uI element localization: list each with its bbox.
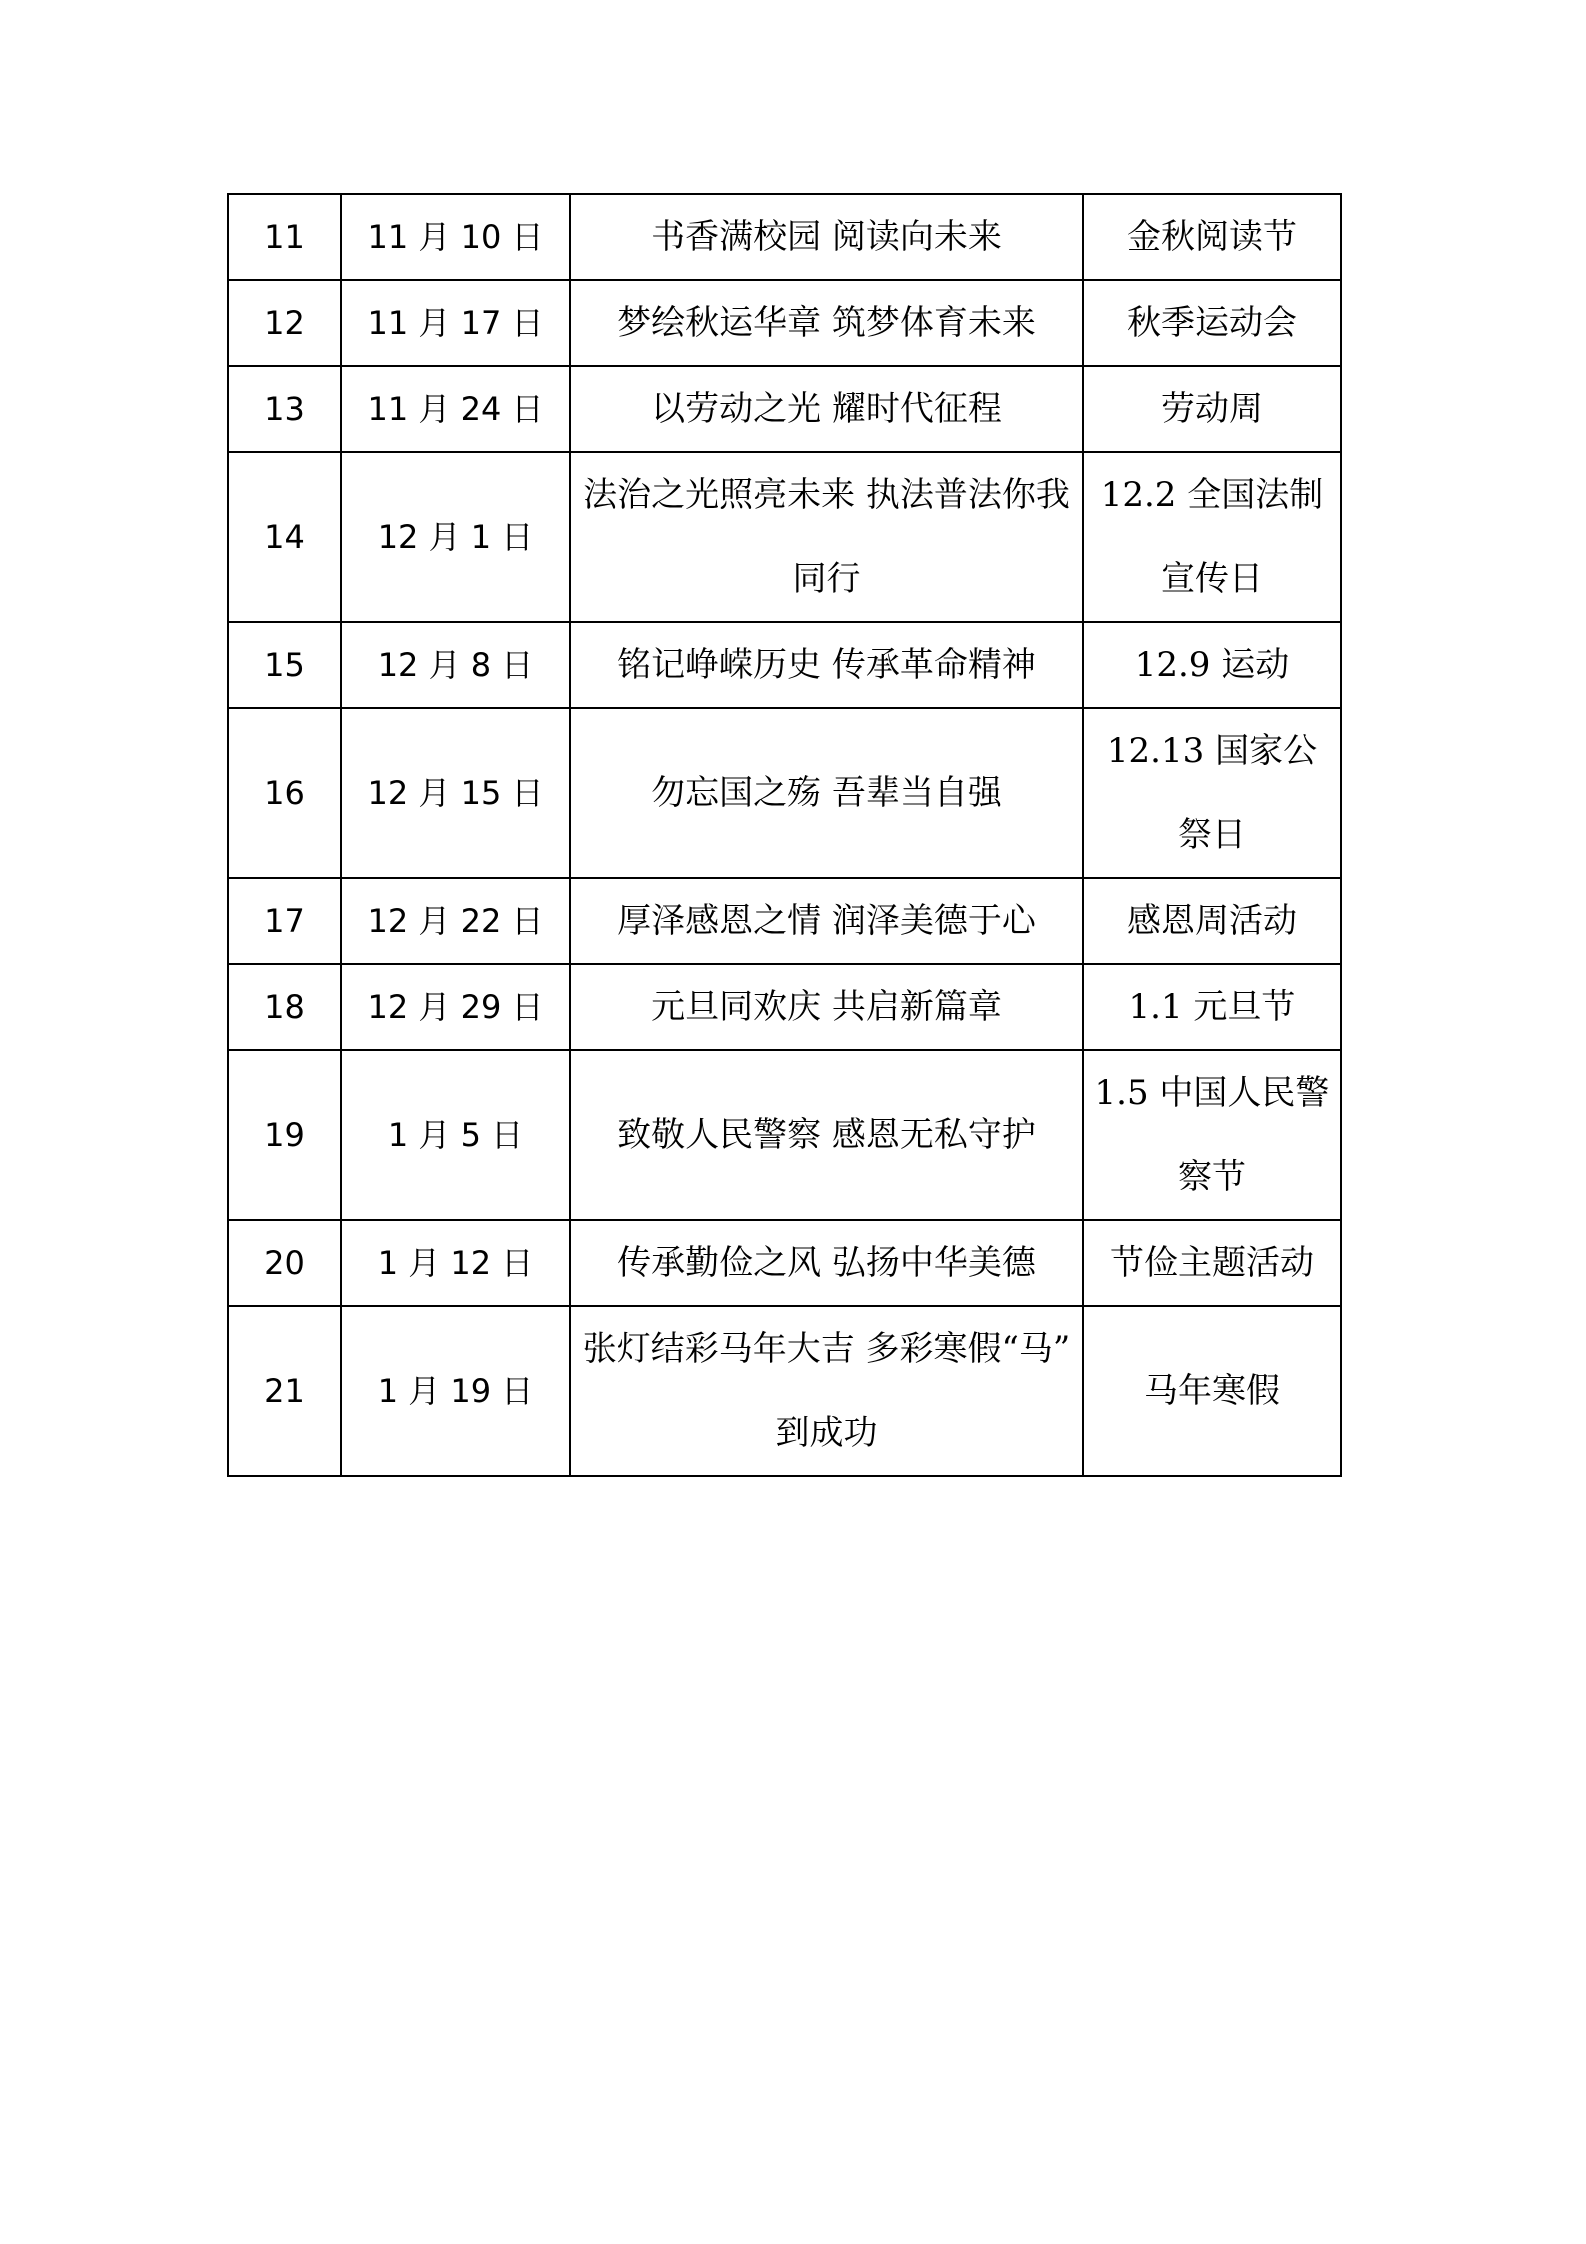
row-number: 12 <box>228 280 341 366</box>
table-row <box>228 452 1341 622</box>
row-theme: 书香满校园 阅读向未来 <box>570 194 1083 280</box>
row-event: 12.2 全国法制宣传日 <box>1083 452 1341 622</box>
row-theme: 法治之光照亮未来 执法普法你我同行 <box>570 452 1083 622</box>
row-number: 19 <box>228 1050 341 1220</box>
table-row <box>228 1220 1341 1306</box>
row-theme: 元旦同欢庆 共启新篇章 <box>570 964 1083 1050</box>
row-date: 1 月 12 日 <box>341 1220 570 1306</box>
table-row <box>228 878 1341 964</box>
row-event: 12.13 国家公祭日 <box>1083 708 1341 878</box>
row-date: 12 月 29 日 <box>341 964 570 1050</box>
row-number: 11 <box>228 194 341 280</box>
row-event: 劳动周 <box>1083 366 1341 452</box>
table-row <box>228 1050 1341 1220</box>
table-row <box>228 622 1341 708</box>
row-event: 感恩周活动 <box>1083 878 1341 964</box>
table-row <box>228 280 1341 366</box>
row-theme: 厚泽感恩之情 润泽美德于心 <box>570 878 1083 964</box>
row-date: 11 月 10 日 <box>341 194 570 280</box>
row-date: 12 月 15 日 <box>341 708 570 878</box>
table-row <box>228 194 1341 280</box>
row-event: 秋季运动会 <box>1083 280 1341 366</box>
row-date: 11 月 24 日 <box>341 366 570 452</box>
row-theme: 铭记峥嵘历史 传承革命精神 <box>570 622 1083 708</box>
row-number: 20 <box>228 1220 341 1306</box>
row-number: 13 <box>228 366 341 452</box>
row-number: 14 <box>228 452 341 622</box>
row-event: 1.5 中国人民警察节 <box>1083 1050 1341 1220</box>
row-event: 1.1 元旦节 <box>1083 964 1341 1050</box>
row-date: 1 月 19 日 <box>341 1306 570 1476</box>
row-theme: 致敬人民警察 感恩无私守护 <box>570 1050 1083 1220</box>
row-number: 15 <box>228 622 341 708</box>
row-theme: 勿忘国之殇 吾辈当自强 <box>570 708 1083 878</box>
row-event: 马年寒假 <box>1083 1306 1341 1476</box>
row-number: 21 <box>228 1306 341 1476</box>
table-row <box>228 1306 1341 1476</box>
row-date: 12 月 8 日 <box>341 622 570 708</box>
row-theme: 传承勤俭之风 弘扬中华美德 <box>570 1220 1083 1306</box>
row-event: 12.9 运动 <box>1083 622 1341 708</box>
table-row <box>228 708 1341 878</box>
row-date: 11 月 17 日 <box>341 280 570 366</box>
row-event: 金秋阅读节 <box>1083 194 1341 280</box>
row-number: 16 <box>228 708 341 878</box>
row-theme: 梦绘秋运华章 筑梦体育未来 <box>570 280 1083 366</box>
row-number: 17 <box>228 878 341 964</box>
row-number: 18 <box>228 964 341 1050</box>
table-row <box>228 964 1341 1050</box>
row-date: 1 月 5 日 <box>341 1050 570 1220</box>
row-date: 12 月 22 日 <box>341 878 570 964</box>
row-date: 12 月 1 日 <box>341 452 570 622</box>
schedule-table <box>227 193 1342 1477</box>
row-event: 节俭主题活动 <box>1083 1220 1341 1306</box>
row-theme: 张灯结彩马年大吉 多彩寒假“马” 到成功 <box>570 1306 1083 1476</box>
table-row <box>228 366 1341 452</box>
row-theme: 以劳动之光 耀时代征程 <box>570 366 1083 452</box>
